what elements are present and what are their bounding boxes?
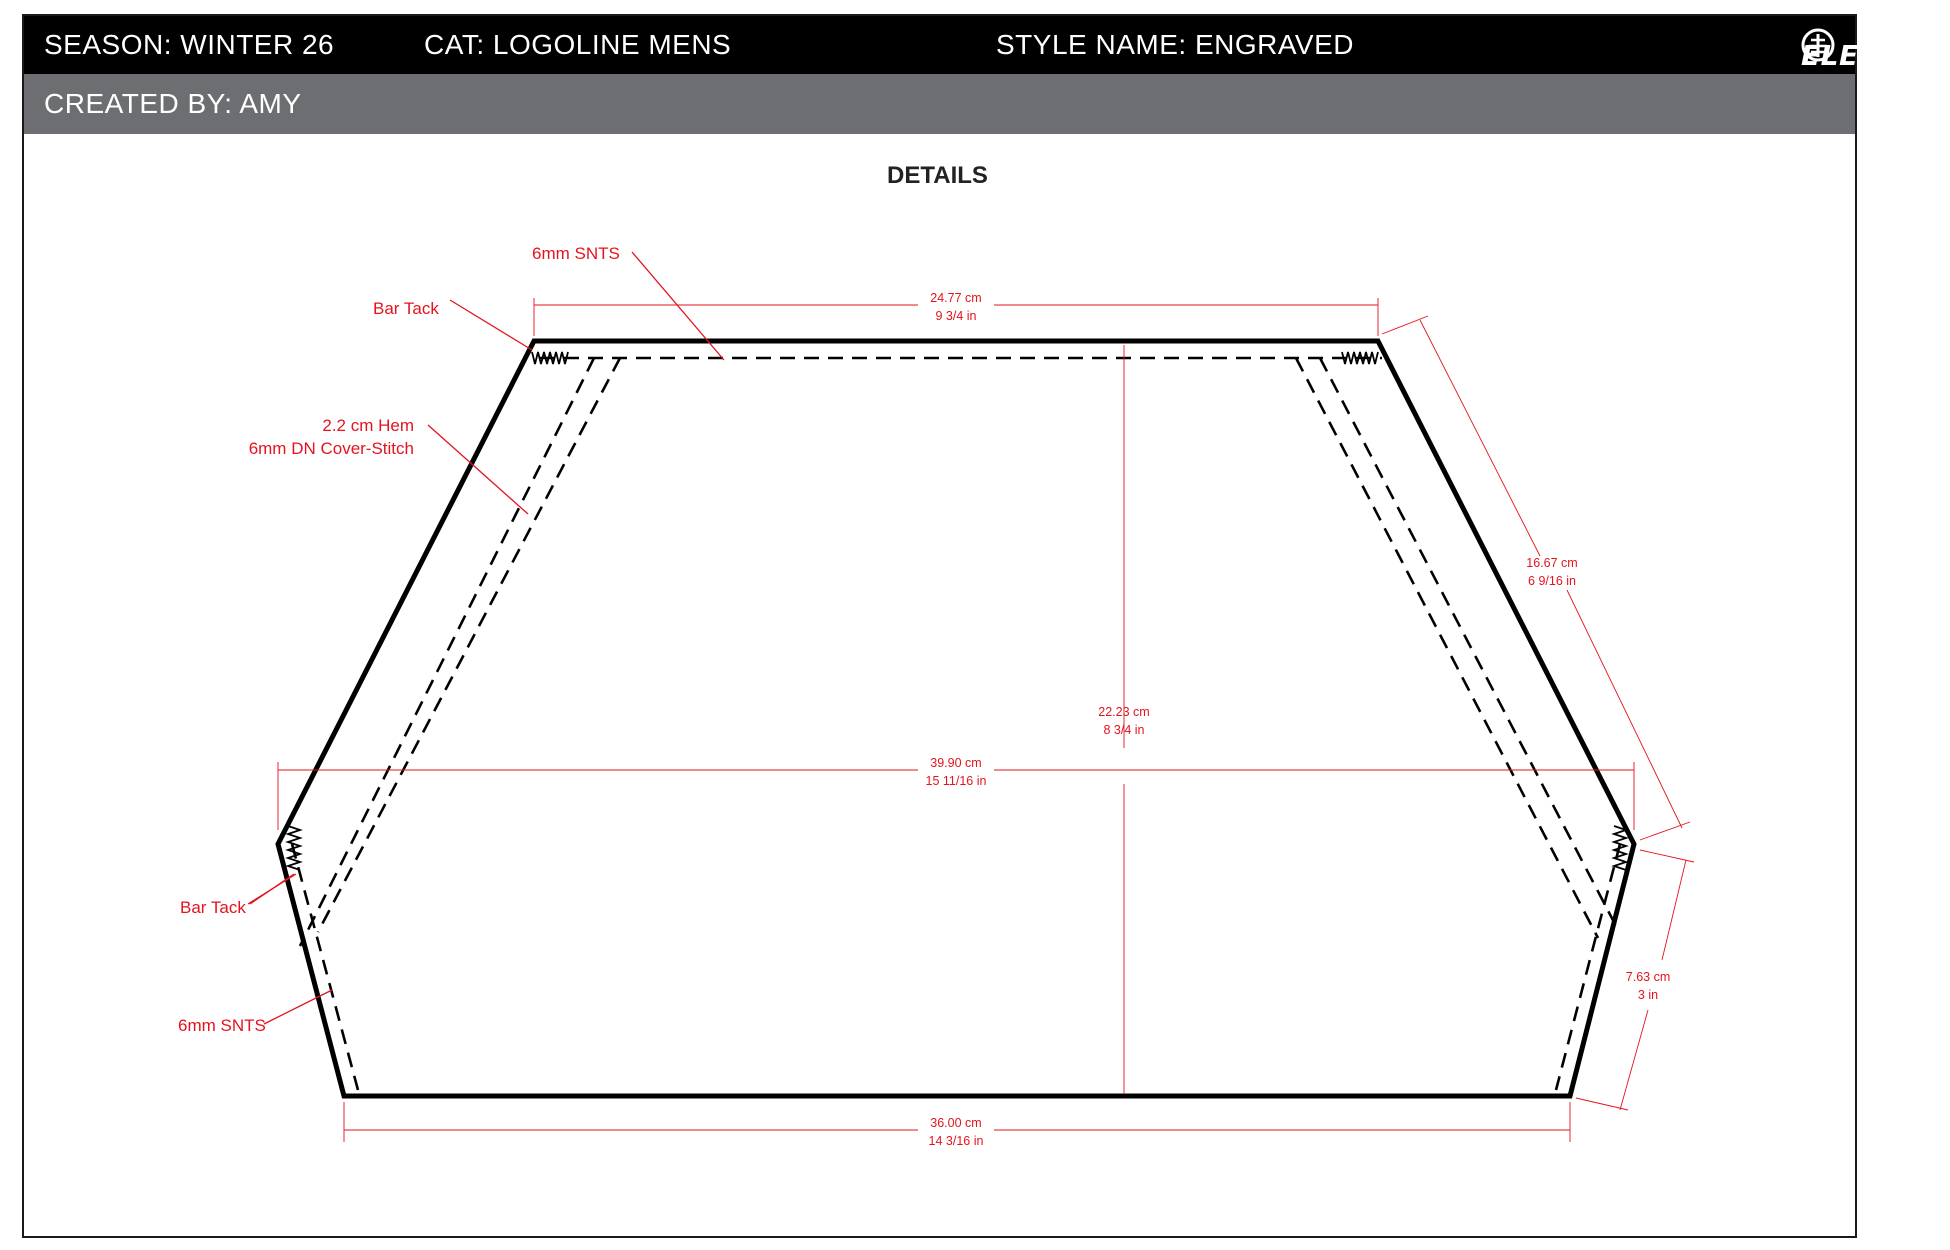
dim-top-width-in: 9 3/4 in bbox=[935, 309, 977, 323]
dim-height-cm: 22.23 cm bbox=[1098, 705, 1150, 719]
dim-upper-side-cm: 16.67 cm bbox=[1526, 556, 1578, 570]
dim-lower-side-cm: 7.63 cm bbox=[1625, 970, 1671, 984]
callout-snts-top: 6mm SNTS bbox=[532, 244, 620, 263]
bar-tack-bottom-left bbox=[288, 826, 300, 870]
created-by-label: CREATED BY: AMY bbox=[44, 88, 302, 119]
dim-bottom-width-in: 14 3/16 in bbox=[928, 1134, 984, 1148]
dim-lower-side-in: 3 in bbox=[1637, 988, 1659, 1002]
garment-outline bbox=[278, 341, 1634, 1096]
brand-name: ELEMENT bbox=[1801, 39, 1950, 72]
category-label: CAT: LOGOLINE MENS bbox=[424, 29, 732, 60]
style-name-label: STYLE NAME: ENGRAVED bbox=[996, 29, 1355, 60]
dim-full-width-in: 15 11/16 in bbox=[925, 774, 987, 788]
callout-hem-line2: 6mm DN Cover-Stitch bbox=[248, 439, 414, 458]
callout-bar-tack-bottom: Bar Tack bbox=[180, 898, 246, 917]
callout-bar-tack-top: Bar Tack bbox=[373, 299, 439, 318]
season-label: SEASON: WINTER 26 bbox=[44, 29, 335, 60]
section-title: DETAILS bbox=[887, 162, 988, 189]
bar-tack-bottom-right bbox=[1614, 826, 1626, 870]
dim-height-in: 8 3/4 in bbox=[1103, 723, 1145, 737]
stitch-lines bbox=[292, 358, 1620, 1090]
callout-snts-bottom: 6mm SNTS bbox=[178, 1016, 266, 1035]
dim-full-width-cm: 39.90 cm bbox=[930, 756, 982, 770]
callout-hem-line1: 2.2 cm Hem bbox=[322, 416, 414, 435]
dim-top-width-cm: 24.77 cm bbox=[930, 291, 982, 305]
dim-bottom-width-cm: 36.00 cm bbox=[930, 1116, 982, 1130]
dim-upper-side-in: 6 9/16 in bbox=[1528, 574, 1576, 588]
